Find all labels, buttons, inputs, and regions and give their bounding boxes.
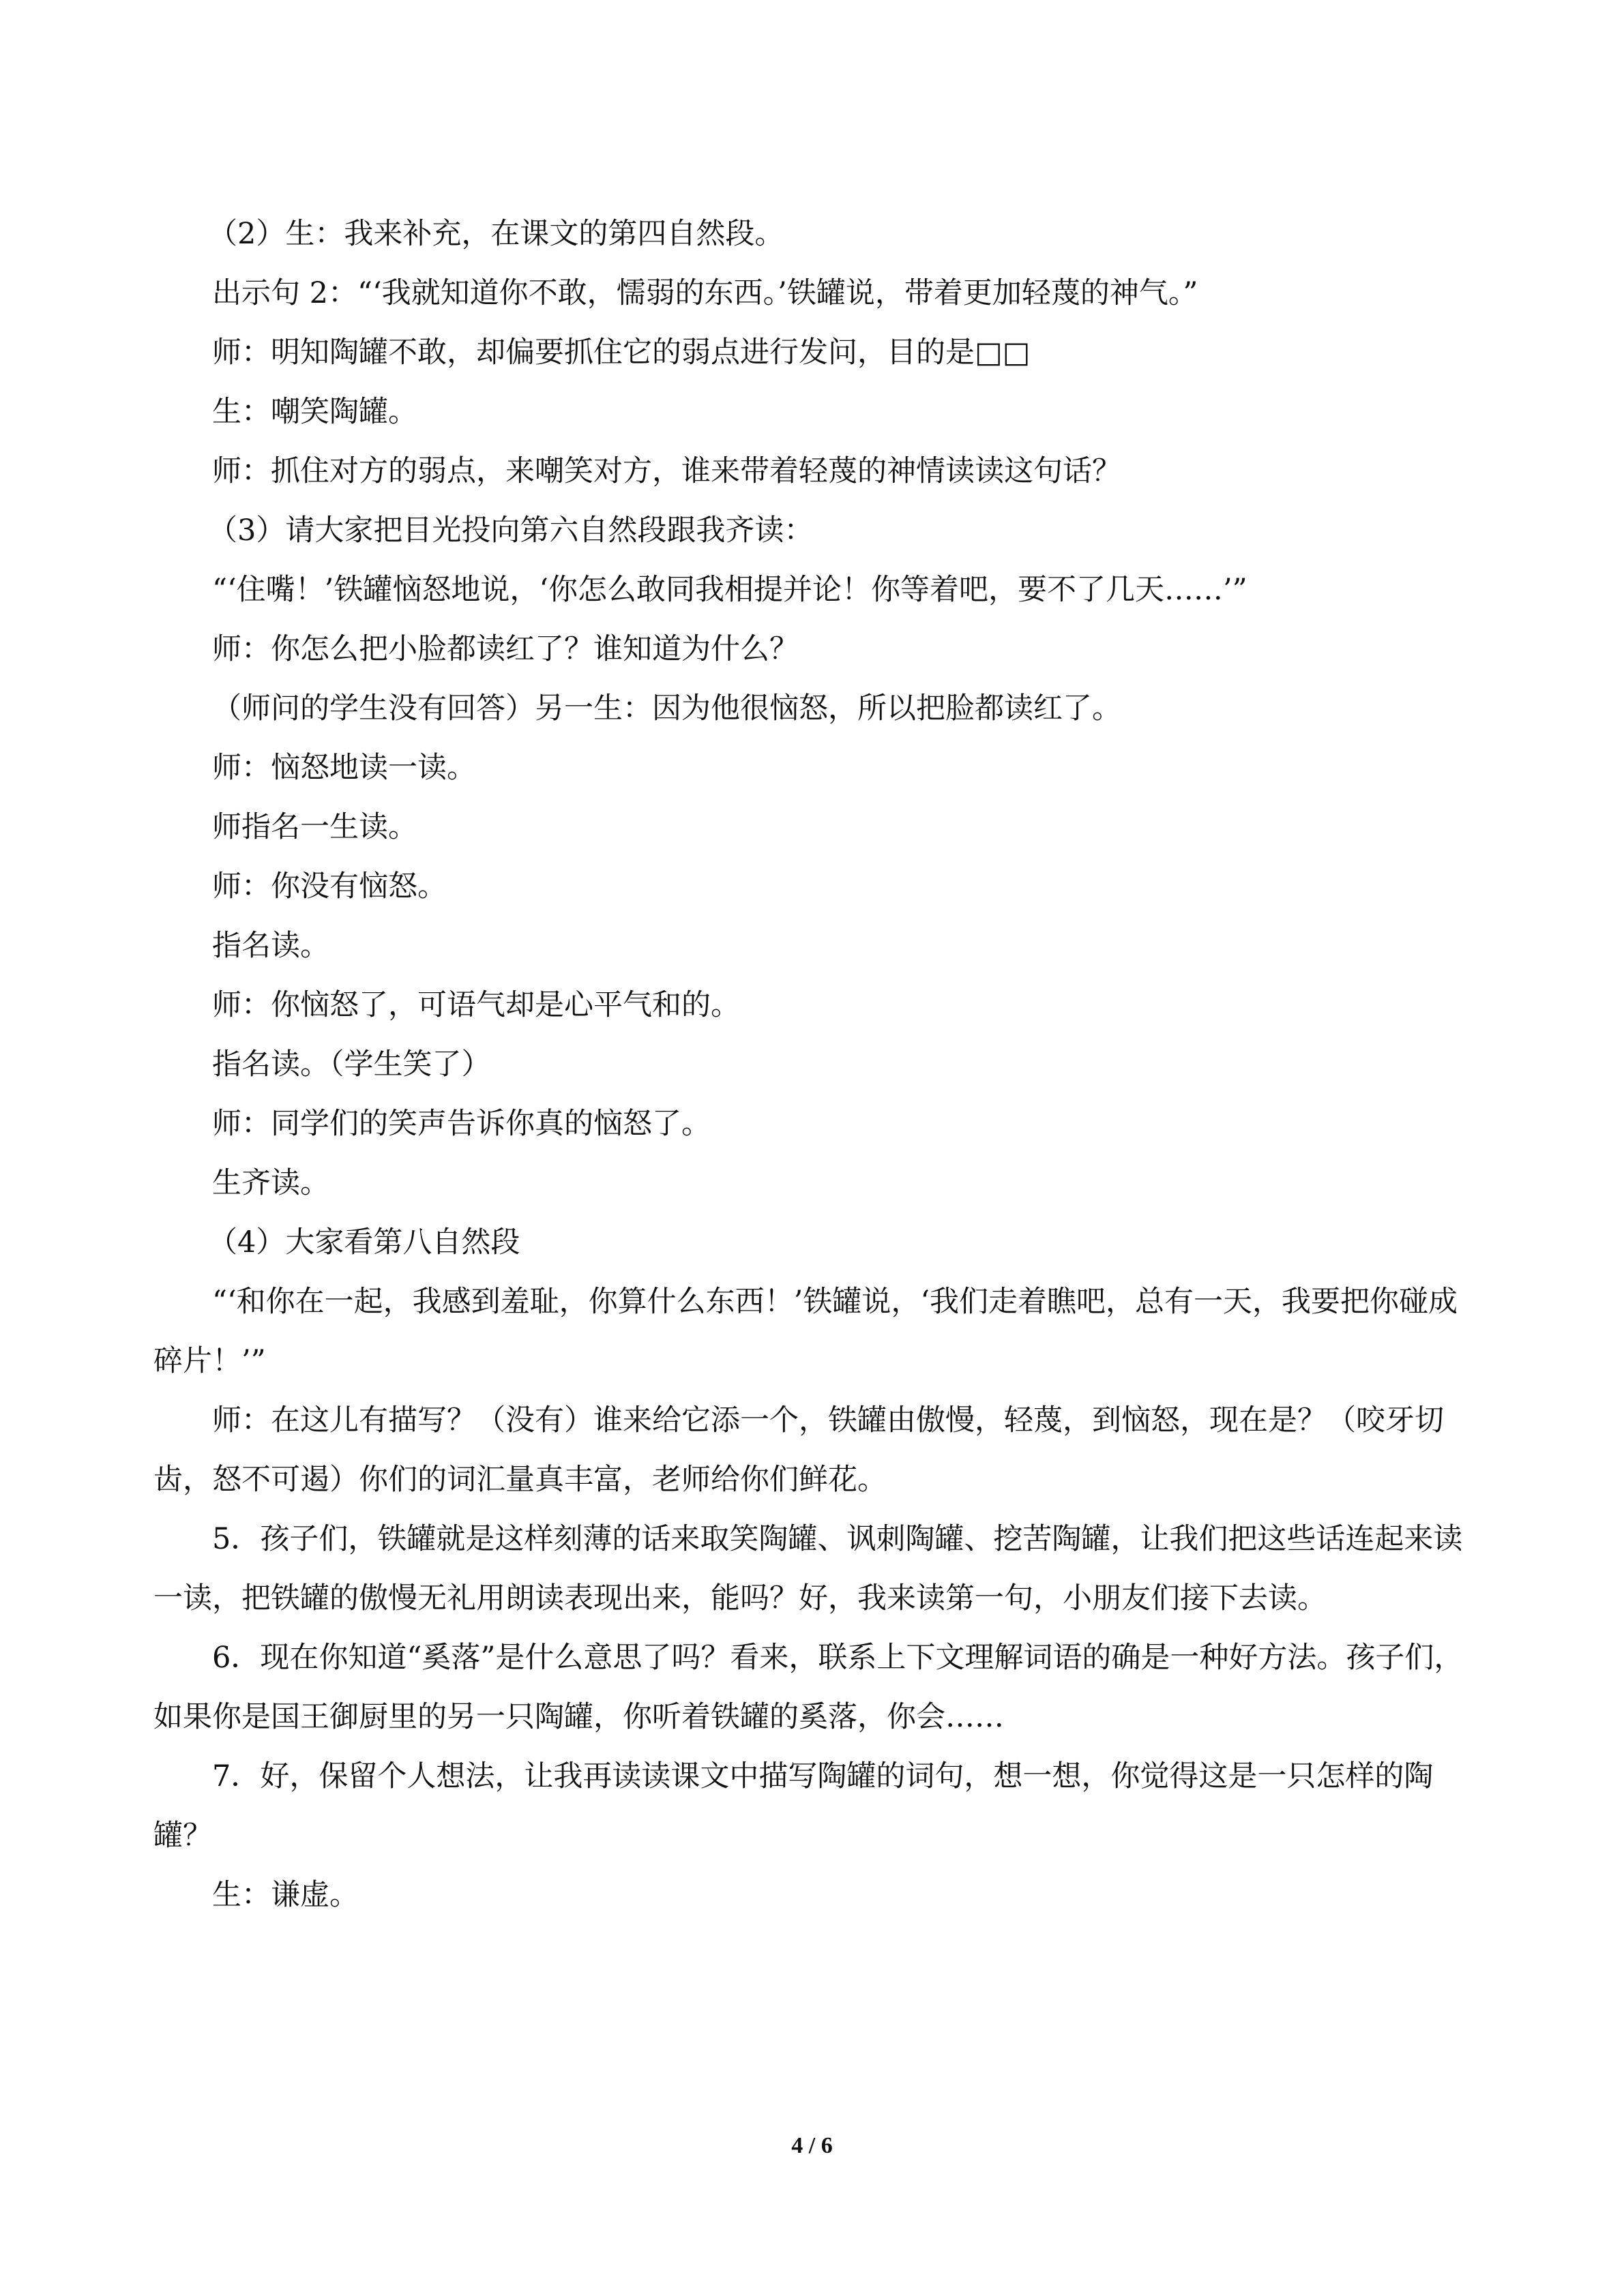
paragraph: 师：你怎么把小脸都读红了？谁知道为什么？ xyxy=(212,632,799,666)
paragraph: 5．孩子们，铁罐就是这样刻薄的话来取笑陶罐、讽刺陶罐、挖苦陶罐，让我们把这些话连起来读一读，把铁罐的傲慢无礼用朗读表现出来，能吗？好，我来读第一句，小朋友们接下去读。 xyxy=(153,1522,1463,1615)
paragraph: 指名读。 xyxy=(212,929,329,963)
paragraph: 7．好，保留个人想法，让我再读读课文中描写陶罐的词句，想一想，你觉得这是一只怎样的陶罐？ xyxy=(153,1759,1434,1853)
paragraph: 生齐读。 xyxy=(212,1166,329,1200)
page-number: 4 / 6 xyxy=(791,2133,833,2158)
paragraph: 生：嘲笑陶罐。 xyxy=(212,395,417,429)
paragraph: （2）生：我来补充，在课文的第四自然段。 xyxy=(208,217,784,251)
paragraph: 师：你没有恼怒。 xyxy=(212,869,447,904)
paragraph: （4）大家看第八自然段 xyxy=(208,1225,520,1259)
paragraph: （师问的学生没有回答）另一生：因为他很恼怒，所以把脸都读红了。 xyxy=(212,691,1121,726)
paragraph: 生：谦虚。 xyxy=(212,1878,359,1912)
paragraph: 师：明知陶罐不敢，却偏要抓住它的弱点进行发问，目的是□□ xyxy=(212,336,1031,370)
paragraph: 师指名一生读。 xyxy=(212,810,417,844)
paragraph: （3）请大家把目光投向第六自然段跟我齐读： xyxy=(208,513,814,548)
paragraph: “‘住嘴！’铁罐恼怒地说，‘你怎么敢同我相提并论！你等着吧，要不了几天……’” xyxy=(212,573,1247,607)
paragraph: 指名读。（学生笑了） xyxy=(212,1047,491,1082)
paragraph: 师：你恼怒了，可语气却是心平气和的。 xyxy=(212,988,740,1022)
paragraph: 师：在这儿有描写？（没有）谁来给它添一个，铁罐由傲慢，轻蔑，到恼怒，现在是？（咬牙切齿，怒不可遏）你们的词汇量真丰富，老师给你们鲜花。 xyxy=(153,1403,1444,1497)
paragraph: 师：抓住对方的弱点，来嘲笑对方，谁来带着轻蔑的神情读读这句话？ xyxy=(212,454,1121,488)
paragraph: 6．现在你知道“奚落”是什么意思了吗？看来，联系上下文理解词语的确是一种好方法。孩子们，如果你是国王御厨里的另一只陶罐，你听着铁罐的奚落，你会…… xyxy=(153,1641,1464,1734)
paragraph: “‘和你在一起，我感到羞耻，你算什么东西！’铁罐说，‘我们走着瞧吧，总有一天，我要把你碰成碎片！’” xyxy=(153,1285,1458,1378)
document-body xyxy=(153,205,1480,1925)
paragraph: 师：同学们的笑声告诉你真的恼怒了。 xyxy=(212,1107,711,1141)
paragraph: 出示句 2：“‘我就知道你不敢，懦弱的东西。’铁罐说，带着更加轻蔑的神气。” xyxy=(212,276,1198,310)
paragraph: 师：恼怒地读一读。 xyxy=(212,751,476,785)
